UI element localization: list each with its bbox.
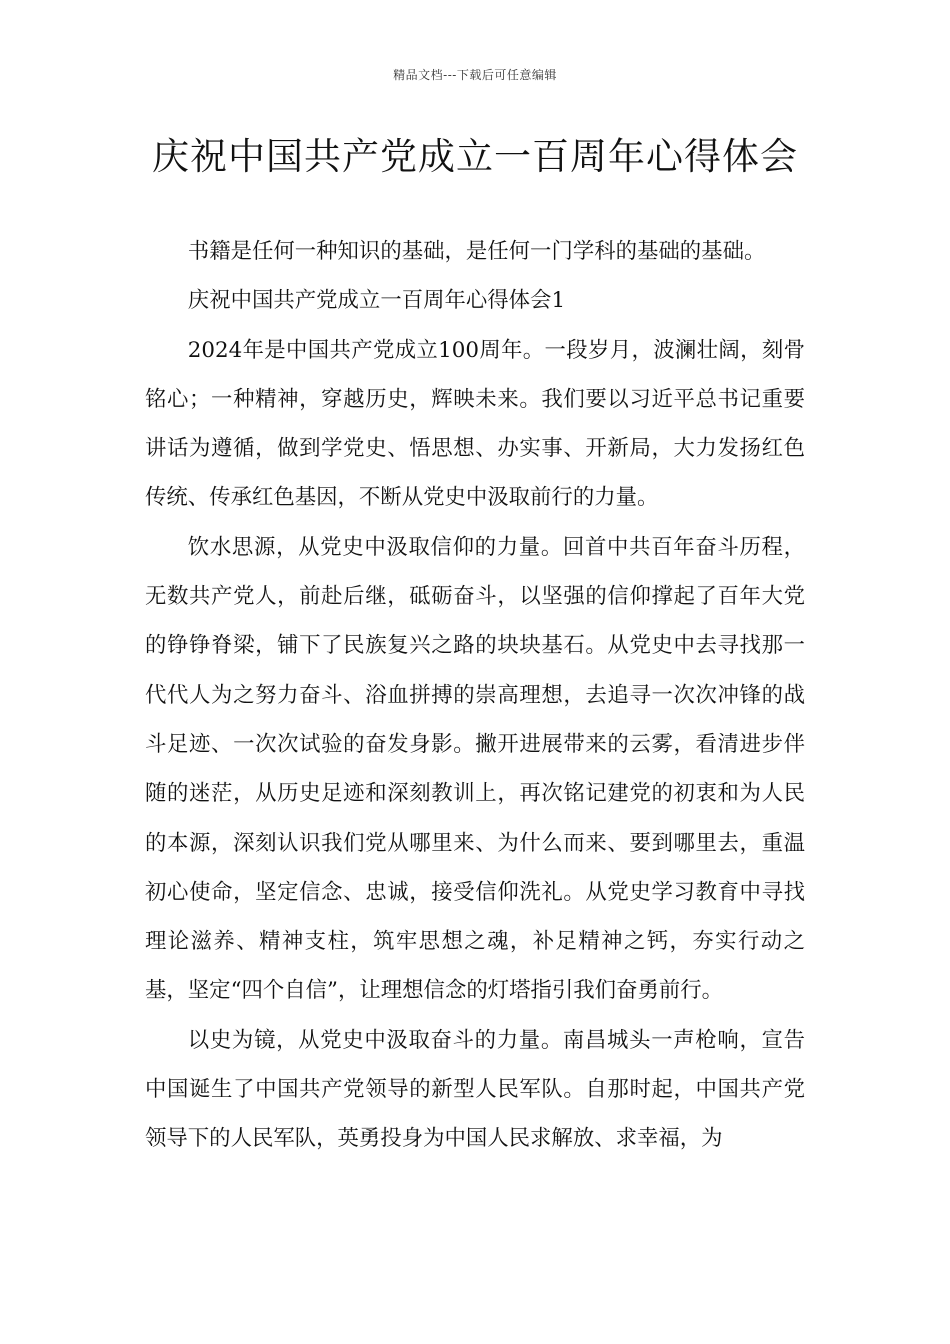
document-title: 庆祝中国共产党成立一百周年心得体会: [152, 135, 798, 178]
header-note: 精品文档---下载后可任意编辑: [393, 68, 557, 82]
paragraph: 饮水思源，从党史中汲取信仰的力量。回首中共百年奋斗历程，无数共产党人，前赴后继，砥砺奋斗，以坚强的信仰撑起了百年大党的铮铮脊梁，铺下了民族复兴之路的块块基石。从党史中去寻找那一代代人为之努力奋斗、浴血拼搏的崇高理想，去追寻一次次冲锋的战斗足迹、一次次试验的奋发身影。撇开进展带来的云雾，看清进步伴随的迷茫，从历史足迹和深刻教训上，再次铭记建党的初衷和为人民的本源，深刻认识我们党从哪里来、为什么而来、要到哪里去，重温初心使命，坚定信念、忠诚，接受信仰洗礼。从党史学习教育中寻找理论滋养、精神支柱，筑牢思想之魂，补足精神之钙，夯实行动之基，坚定“四个自信”，让理想信念的灯塔指引我们奋勇前行。: [145, 534, 805, 1004]
paragraph: 2024年是中国共产党成立100周年。一段岁月，波澜壮阔，刻骨铭心；一种精神，穿越历史，辉映未来。我们要以习近平总书记重要讲话为遵循，做到学党史、悟思想、办实事、开新局，大力发扬红色传统、传承红色基因，不断从党史中汲取前行的力量。: [145, 337, 805, 511]
paragraph-intro: 书籍是任何一种知识的基础，是任何一门学科的基础的基础。: [187, 239, 766, 264]
paragraph: 以史为镜，从党史中汲取奋斗的力量。南昌城头一声枪响，宣告中国诞生了中国共产党领导的新型人民军队。自那时起，中国共产党领导下的人民军队，英勇投身为中国人民求解放、求幸福，为: [145, 1027, 805, 1152]
section-heading: 庆祝中国共产党成立一百周年心得体会1: [187, 288, 566, 314]
document-body: [145, 227, 805, 1164]
